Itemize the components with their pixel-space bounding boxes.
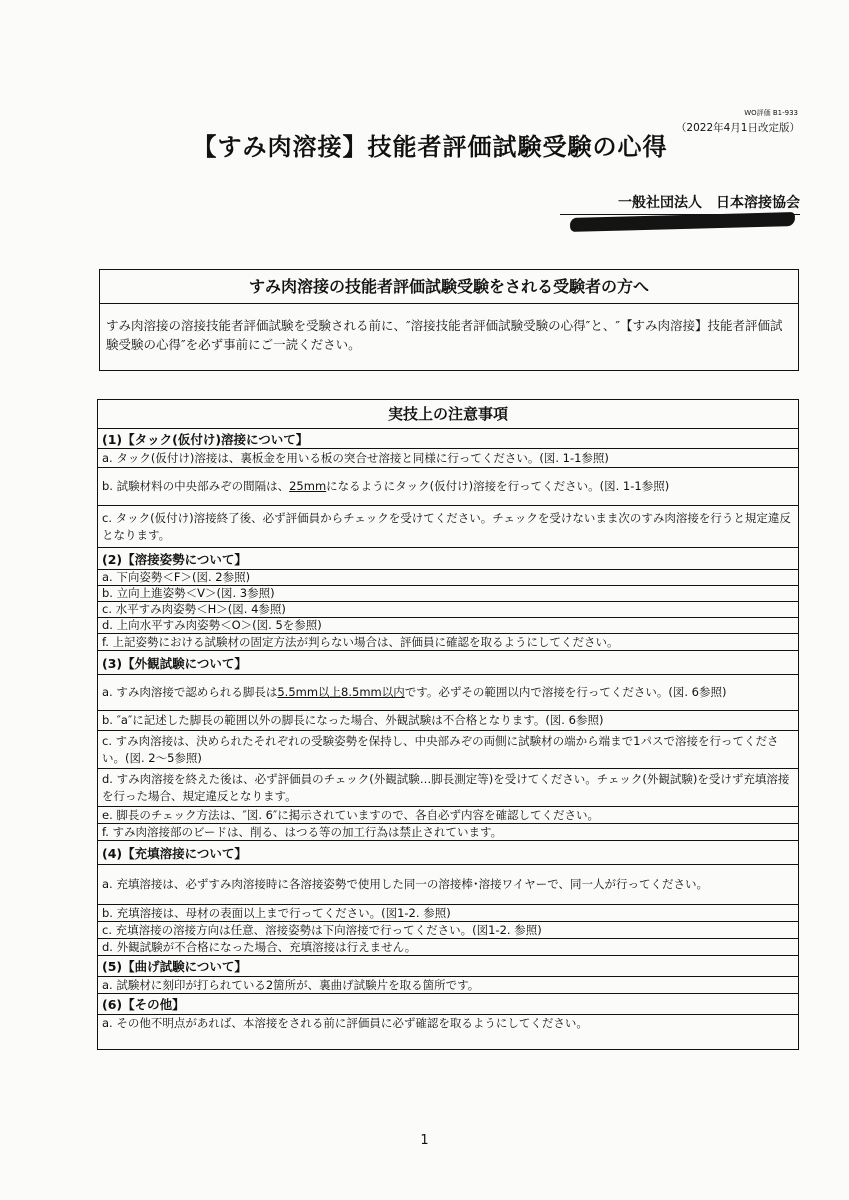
list-item: d. 外観試験が不合格になった場合、充填溶接は行えません。 bbox=[98, 939, 798, 956]
page-title: 【すみ肉溶接】技能者評価試験受験の心得 bbox=[192, 133, 668, 161]
item-text-rest: になるようにタック(仮付け)溶接を行ってください。(図. 1-1参照) bbox=[326, 479, 670, 494]
list-item: c. 充填溶接の溶接方向は任意、溶接姿勢は下向溶接で行ってください。(図1-2. 参照) bbox=[98, 922, 798, 939]
leg-length-range: 5.5mm以上8.5mm以内 bbox=[277, 685, 405, 700]
section-title: (2)【溶接姿勢について】 bbox=[98, 548, 798, 570]
redaction-mark bbox=[570, 212, 795, 232]
item-text-rest: です。必ずその範囲以内で溶接を行ってください。(図. 6参照) bbox=[404, 685, 727, 700]
table-heading: 実技上の注意事項 bbox=[98, 400, 798, 429]
list-item bbox=[98, 468, 798, 506]
list-item: b. 立向上進姿勢＜V＞(図. 3参照) bbox=[98, 586, 798, 602]
notice-box bbox=[99, 269, 799, 371]
gap-value: 25mm bbox=[289, 479, 327, 494]
list-item: d. 上向水平すみ肉姿勢＜O＞(図. 5を参照) bbox=[98, 618, 798, 634]
list-item: a. 下向姿勢＜F＞(図. 2参照) bbox=[98, 570, 798, 586]
list-item: f. すみ肉溶接部のビードは、削る、はつる等の加工行為は禁止されています。 bbox=[98, 824, 798, 841]
list-item: c. 水平すみ肉姿勢＜H＞(図. 4参照) bbox=[98, 602, 798, 618]
list-item: d. すみ肉溶接を終えた後は、必ず評価員のチェック(外観試験…脚長測定等)を受けてください。チェック(外観試験)を受けず充填溶接を行った場合、規定違反となります。 bbox=[98, 769, 798, 807]
list-item: b. ″a″に記述した脚長の範囲以外の脚長になった場合、外観試験は不合格となります。(図. 6参照) bbox=[98, 711, 798, 731]
page-number: 1 bbox=[420, 1133, 429, 1148]
list-item: a. 充填溶接は、必ずすみ肉溶接時に各溶接姿勢で使用した同一の溶接棒･溶接ワイヤーで、同一人が行ってください。 bbox=[98, 865, 798, 905]
section-title: (5)【曲げ試験について】 bbox=[98, 956, 798, 977]
revision-date: （2022年4月1日改定版） bbox=[675, 122, 800, 134]
document-id: WO評価 B1-933 bbox=[744, 109, 798, 117]
notice-body: すみ肉溶接の溶接技能者評価試験を受験される前に、″溶接技能者評価試験受験の心得″と、″【すみ肉溶接】技能者評価試験受験の心得″を必ず事前にご一読ください。 bbox=[106, 318, 783, 352]
list-item: a. 試験材に刻印が打られている2箇所が、裏曲げ試験片を取る箇所です。 bbox=[98, 977, 798, 994]
practical-notes-table bbox=[97, 399, 799, 1050]
list-item: f. 上記姿勢における試験材の固定方法が判らない場合は、評価員に確認を取るようにしてください。 bbox=[98, 634, 798, 651]
notice-heading: すみ肉溶接の技能者評価試験受験をされる受験者の方へ bbox=[100, 270, 798, 304]
list-item bbox=[98, 675, 798, 711]
list-item: c. タック(仮付け)溶接終了後、必ず評価員からチェックを受けてください。チェックを受けないまま次のすみ肉溶接を行うと規定違反となります。 bbox=[98, 506, 798, 548]
list-item: b. 充填溶接は、母材の表面以上まで行ってください。(図1-2. 参照) bbox=[98, 905, 798, 922]
section-title: (4)【充填溶接について】 bbox=[98, 841, 798, 865]
section-title: (3)【外観試験について】 bbox=[98, 651, 798, 675]
list-item: e. 脚長のチェック方法は、″図. 6″に掲示されていますので、各自必ず内容を確認してください。 bbox=[98, 807, 798, 824]
list-item: c. すみ肉溶接は、決められたそれぞれの受験姿勢を保持し、中央部みぞの両側に試験材の端から端まで1パスで溶接を行ってください。(図. 2〜5参照) bbox=[98, 731, 798, 769]
list-item: a. タック(仮付け)溶接は、裏板金を用いる板の突合せ溶接と同様に行ってください。(図. 1-1参照) bbox=[98, 449, 798, 468]
item-text: b. 試験材料の中央部みぞの間隔は、 bbox=[102, 479, 290, 494]
list-item: a. その他不明点があれば、本溶接をされる前に評価員に必ず確認を取るようにしてください。 bbox=[102, 1016, 588, 1031]
organization-name: 一般社団法人 日本溶接協会 bbox=[560, 192, 800, 215]
section-title: (6)【その他】 bbox=[98, 994, 798, 1015]
item-text: a. すみ肉溶接で認められる脚長は bbox=[102, 685, 278, 700]
section-title: (1)【タック(仮付け)溶接について】 bbox=[98, 429, 798, 449]
